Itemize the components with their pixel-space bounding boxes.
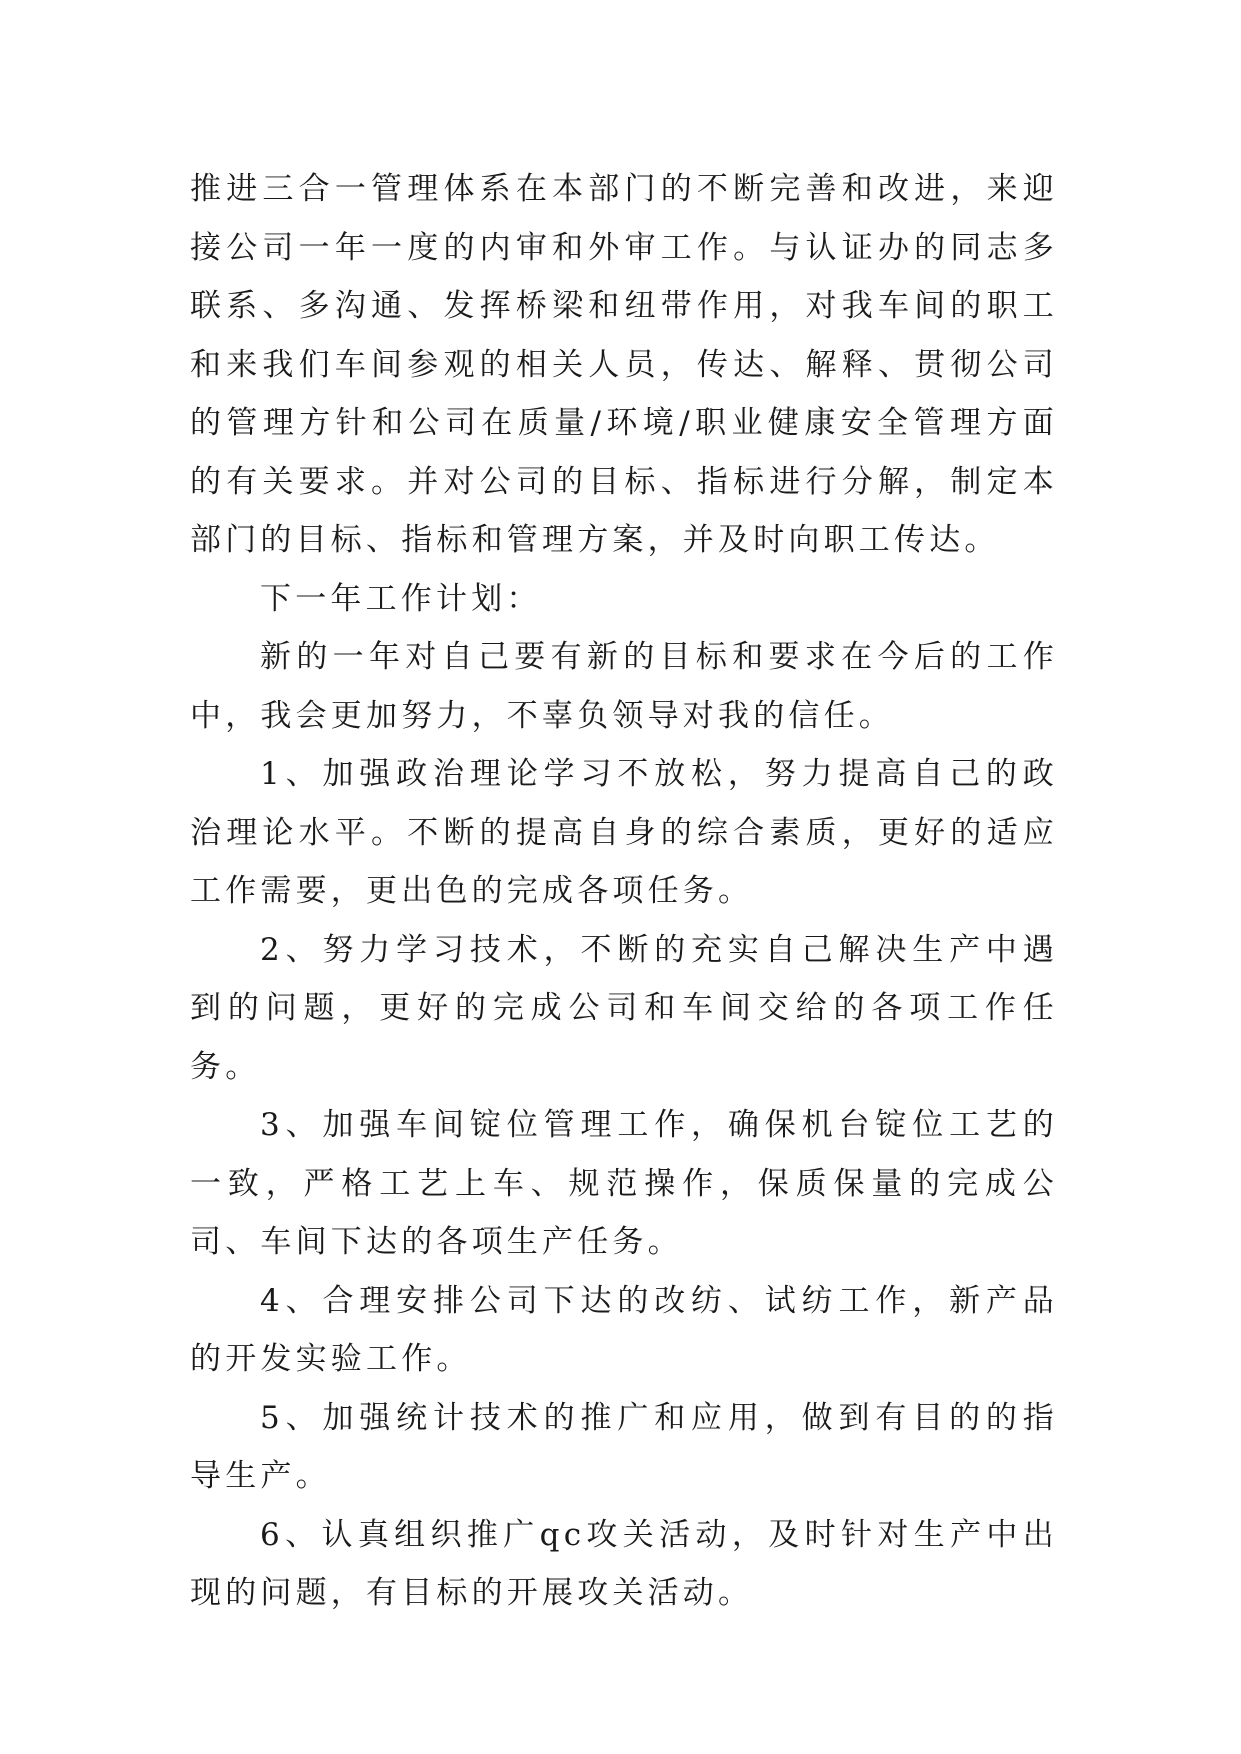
plan-item-2: 2、努力学习技术，不断的充实自己解决生产中遇到的问题，更好的完成公司和车间交给的各项工作任务。 — [190, 931, 1058, 1085]
paragraph-next-year-plan-heading: 下一年工作计划： — [260, 580, 542, 617]
paragraph-management-system: 推进三合一管理体系在本部门的不断完善和改进，来迎接公司一年一度的内审和外审工作。与认证办的同志多联系、多沟通、发挥桥梁和纽带作用，对我车间的职工和来我们车间参观的相关人员，传达、解释、贯彻公司的管理方针和公司在质量/环境/职业健康安全管理方面的有关要求。并对公司的目标、指标进行分解，制定本部门的目标、指标和管理方案，并及时向职工传达。 — [190, 171, 1058, 558]
document-body — [190, 160, 1058, 1623]
plan-item-3: 3、加强车间锭位管理工作，确保机台锭位工艺的一致，严格工艺上车、规范操作，保质保量的完成公司、车间下达的各项生产任务。 — [190, 1107, 1058, 1260]
paragraph-new-year-goals: 新的一年对自己要有新的目标和要求在今后的工作中，我会更加努力，不辜负领导对我的信任。 — [190, 639, 1058, 734]
plan-item-6: 6、认真组织推广qc攻关活动，及时针对生产中出现的问题，有目标的开展攻关活动。 — [190, 1516, 1058, 1611]
plan-item-5: 5、加强统计技术的推广和应用，做到有目的的指导生产。 — [190, 1399, 1058, 1494]
plan-item-1: 1、加强政治理论学习不放松，努力提高自己的政治理论水平。不断的提高自身的综合素质，更好的适应工作需要，更出色的完成各项任务。 — [190, 756, 1058, 909]
plan-item-4: 4、合理安排公司下达的改纺、试纺工作，新产品的开发实验工作。 — [190, 1282, 1058, 1377]
